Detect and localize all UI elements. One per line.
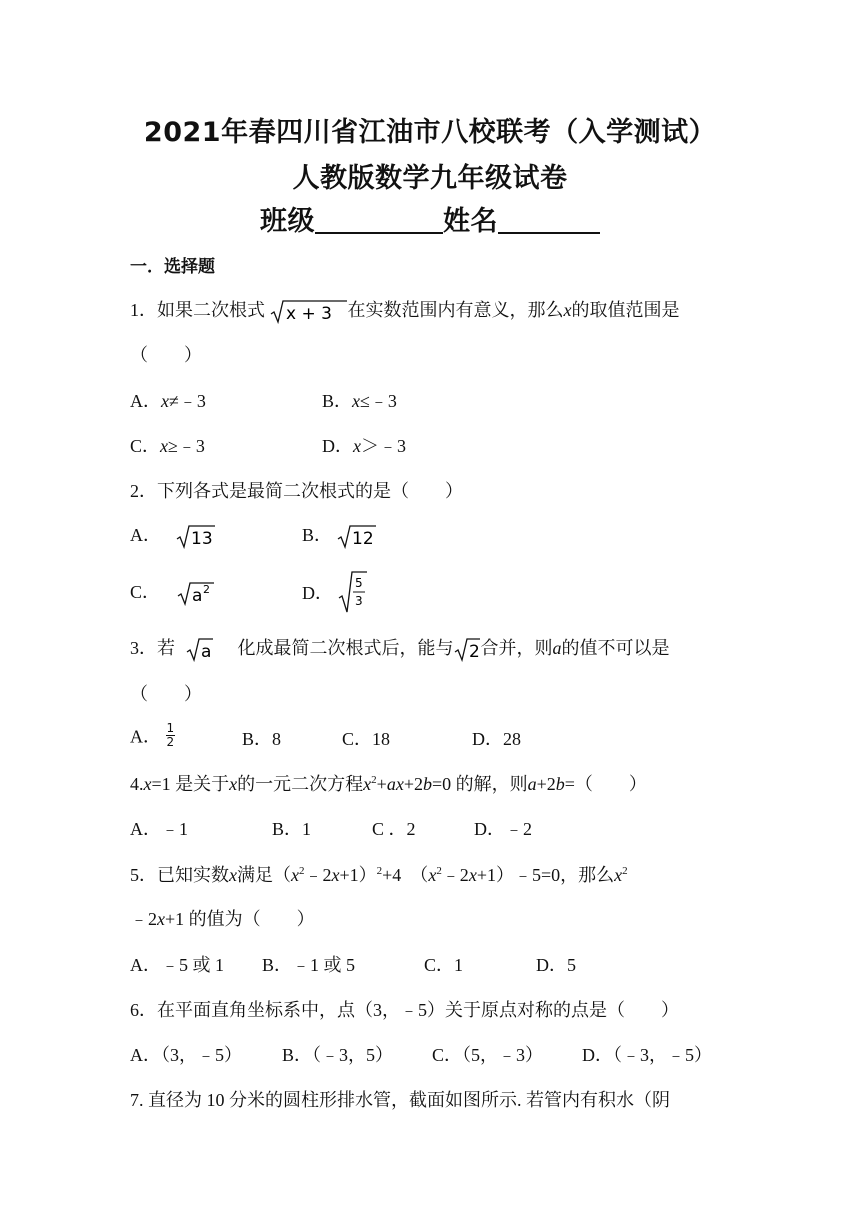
exam-subtitle: 人教版数学九年级试卷 [292, 163, 568, 194]
svg-text:13: 13 [190, 528, 213, 549]
sqrt-12 [337, 524, 377, 550]
sqrt-a-squared [177, 581, 215, 607]
sqrt-5-over-3 [338, 570, 368, 614]
q1-option-b[interactable]: B．x≤﹣3 [322, 391, 397, 411]
svg-text:x + 3: x + 3 [285, 303, 332, 324]
question-5: 5．已知实数x满足$(x^2﹣2x+1)^2+4$ $(x^2﹣2x+1)﹣5=0$，那么$x^2$ [130, 865, 628, 885]
q6-option-c[interactable]: C．（5，﹣3） [432, 1045, 544, 1065]
q6-option-d[interactable]: D．（﹣3，﹣5） [582, 1045, 712, 1065]
sqrt-a [186, 637, 214, 663]
q3-option-a[interactable]: A． $\frac{1}{2}$ [130, 721, 175, 749]
q4-option-b[interactable]: B．1 [272, 819, 312, 839]
section-heading: 一．选择题 [130, 257, 215, 277]
exam-title: 2021年春四川省江油市八校联考（入学测试） [143, 117, 717, 148]
svg-text:3: 3 [354, 594, 363, 608]
q3-option-b[interactable]: B．8 [242, 729, 282, 749]
student-info-line [0, 199, 860, 238]
q2-option-d[interactable]: D． 5 3 [302, 570, 368, 614]
svg-text:5: 5 [354, 576, 363, 590]
q5-option-d[interactable]: D．5 [536, 955, 576, 975]
question-6: 6．在平面直角坐标系中，点（3，﹣5）关于原点对称的点是（ ） [130, 1000, 679, 1020]
name-label: 姓名 [443, 206, 498, 237]
q6-option-a[interactable]: A．（3，﹣5） [130, 1045, 242, 1065]
q3-option-c[interactable]: C．18 [342, 729, 391, 749]
svg-text:2: 2 [202, 582, 210, 596]
svg-text:a: a [191, 585, 202, 606]
question-1: 1．如果二次根式 x + 3 在实数范围内有意义，那么x的取值范围是 [130, 300, 680, 324]
svg-text:a: a [200, 641, 211, 662]
sqrt-2 [454, 637, 481, 663]
sqrt-13 [176, 524, 216, 550]
q5-option-b[interactable]: B．﹣1 或 5 [262, 955, 356, 975]
name-blank[interactable] [498, 204, 600, 234]
q4-option-c[interactable]: C ．2 [372, 819, 416, 839]
q4-option-d[interactable]: D．﹣2 [474, 819, 532, 839]
q6-option-b[interactable]: B．（﹣3，5） [282, 1045, 394, 1065]
svg-text:2: 2 [468, 641, 480, 662]
q1-option-d[interactable]: D．x＞﹣3 [322, 436, 406, 456]
q5-option-a[interactable]: A．﹣5 或 1 [130, 955, 224, 975]
sqrt-x-plus-3 [270, 299, 348, 325]
q1-option-c[interactable]: C．x≥﹣3 [130, 436, 205, 456]
q3-option-d[interactable]: D．28 [472, 729, 521, 749]
question-4: 4.x=1 是关于x的一元二次方程$x^2+ax+2b=0$ 的解，则a+2b=（ ） [130, 774, 647, 794]
q1-option-a[interactable]: A．x≠﹣3 [130, 391, 206, 411]
question-7: 7. 直径为 10 分米的圆柱形排水管，截面如图所示. 若管内有积水（阴 [130, 1090, 670, 1110]
q4-option-a[interactable]: A．﹣1 [130, 819, 188, 839]
class-label: 班级 [260, 206, 315, 237]
q2-option-c[interactable]: C． a 2 [130, 578, 215, 607]
q2-option-a[interactable]: A． 13 [130, 521, 216, 550]
class-blank[interactable] [315, 204, 443, 234]
q2-option-b[interactable]: B． 12 [302, 521, 377, 550]
question-3: 3．若 a 化成最简二次根式后，能与 2 合并，则a的值不可以是 [130, 638, 670, 662]
question-2: 2．下列各式是最简二次根式的是（ ） [130, 481, 463, 501]
fraction-one-half: $\frac{1}{2}$ [166, 721, 175, 749]
svg-text:12: 12 [351, 528, 374, 549]
q5-option-c[interactable]: C．1 [424, 955, 464, 975]
question-1-paren: （ ） [130, 345, 202, 365]
question-3-paren: （ ） [130, 684, 202, 704]
question-5-cont: ﹣2x+1 的值为（ ） [130, 909, 315, 929]
